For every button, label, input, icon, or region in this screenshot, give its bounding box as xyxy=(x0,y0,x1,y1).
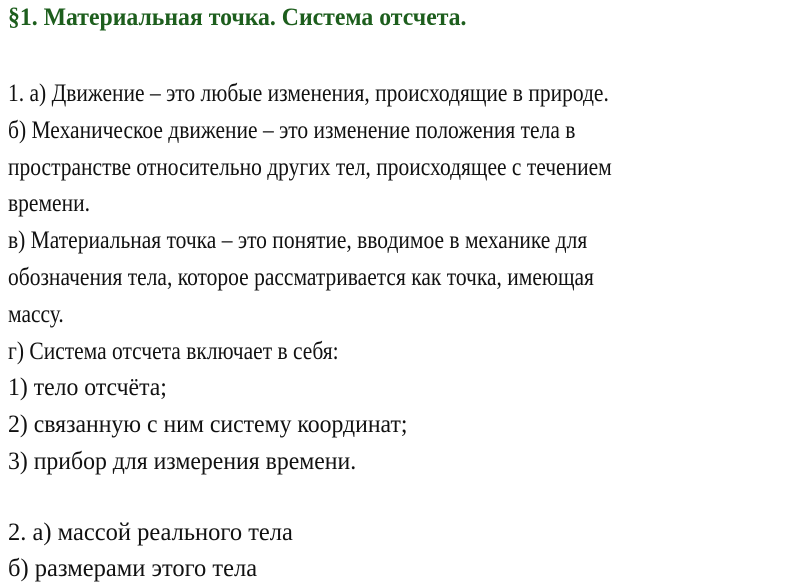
text-line-1a: 1. а) Движение – это любые изменения, происходящие в природе. xyxy=(8,80,609,107)
text-line-1g: г) Система отсчета включает в себя: xyxy=(8,338,339,365)
section-heading: §1. Материальная точка. Система отсчета. xyxy=(8,4,467,31)
text-line-1b-cont: пространстве относительно других тел, происходящее с течением xyxy=(8,154,612,181)
text-line-1v: в) Материальная точка – это понятие, вводимое в механике для xyxy=(8,227,588,254)
text-line-1b-end: времени. xyxy=(8,190,90,217)
text-line-1v-end: массу. xyxy=(8,301,64,328)
text-line-2a: 2. а) массой реального тела xyxy=(8,519,293,546)
text-line-2b: б) размерами этого тела xyxy=(8,555,258,582)
list-item-2: 2) связанную с ним систему координат; xyxy=(8,411,408,438)
list-item-3: 3) прибор для измерения времени. xyxy=(8,448,357,475)
text-line-1b: б) Механическое движение – это изменение положения тела в xyxy=(8,117,576,144)
text-line-1v-cont: обозначения тела, которое рассматривается как точка, имеющая xyxy=(8,264,594,291)
list-item-1: 1) тело отсчёта; xyxy=(8,374,167,401)
